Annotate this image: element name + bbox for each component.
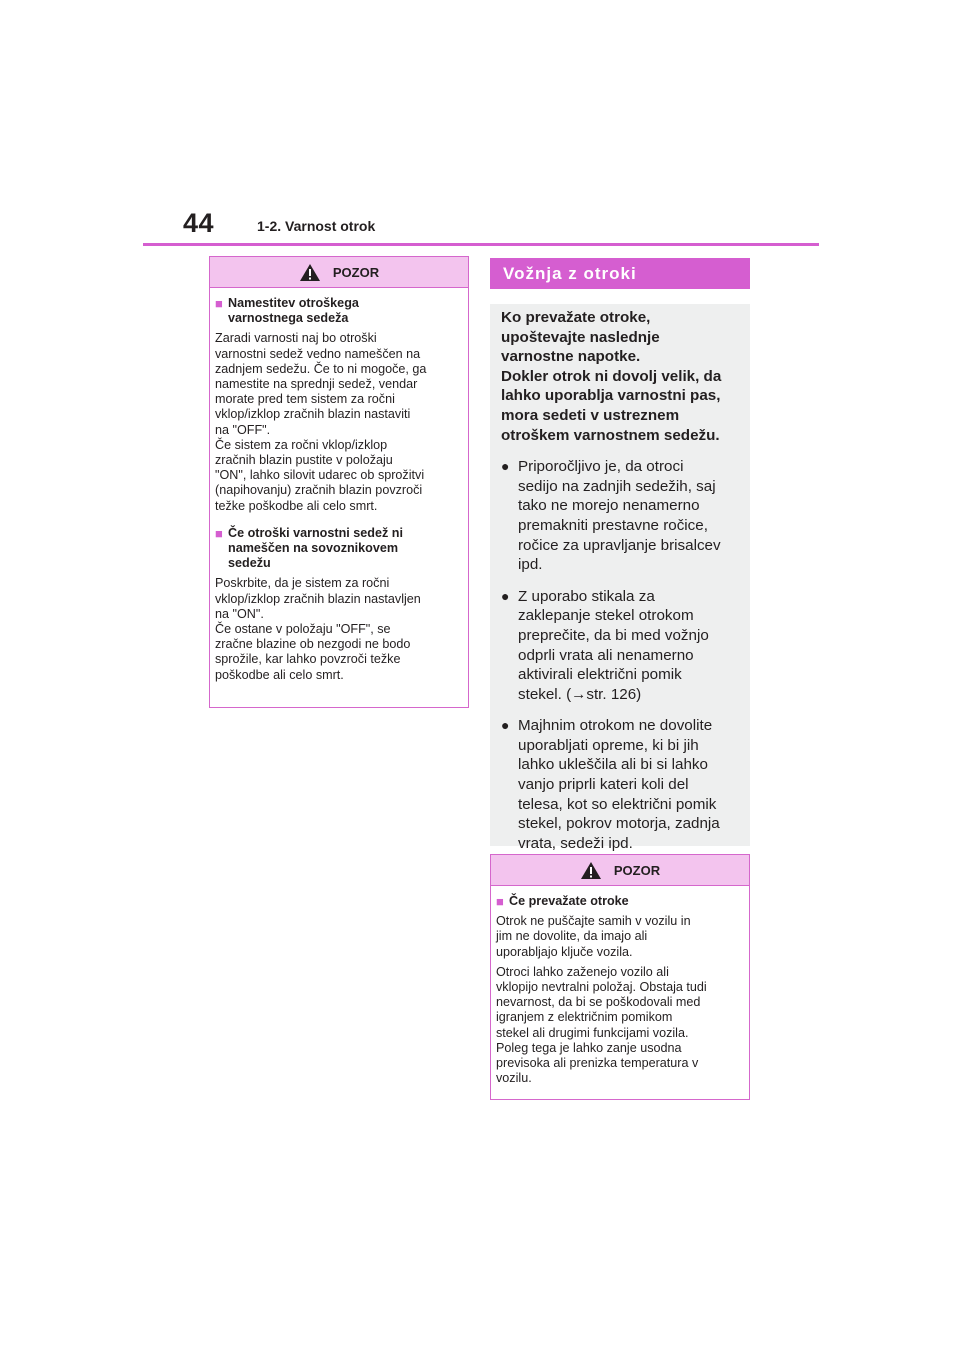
list-item: ● Z uporabo stikala za zaklepanje stekel otrokom preprečite, da bi med vožnjo odprli vrata ali nenamerno aktivirali električni pomik stekel. (→str. 126) bbox=[501, 587, 709, 703]
warning-subheading: ■ Namestitev otroškega varnostnega sedeža bbox=[215, 296, 359, 326]
square-bullet-icon: ■ bbox=[215, 296, 223, 311]
intro-text: Ko prevažate otroke, upoštevajte naslednje varnostne napotke. Dokler otrok ni dovolj velik, da lahko uporablja varnostni pas, mora sedeti v ustreznem otroškem varnostnem sedežu. bbox=[501, 309, 722, 444]
list-item: ● Majhnim otrokom ne dovolite uporabljati opreme, ki bi jih lahko ukleščila ali bi si lahko vanjo priprli kateri koli del telesa, kot so električni pomik stekel, pokrov motorja, zadnja vrata, sedeži ipd. bbox=[501, 717, 720, 852]
warning-text: Zaradi varnosti naj bo otroški varnostni sedež vedno nameščen na zadnjem sedežu. Če to ni mogoče, ga namestite na sprednji sedež, vendar morate pred tem sistem za ročni vklop/izklop zračnih blazin nastaviti na "OFF". Če sistem za ročni vklop/izklop zračnih blazin pustite v položaju "ON", lahko silovit udarec ob sprožitvi (napihovanju) zračnih blazin povzroči težke poškodbe ali celo smrt. bbox=[215, 331, 427, 513]
warning-subheading: ■ Če otroški varnostni sedež ni nameščen na sovoznikovem sedežu bbox=[215, 525, 403, 571]
warning-text: Otrok ne puščajte samih v vozilu in jim ne dovolite, da imajo ali uporabljajo ključe vozila. bbox=[496, 914, 691, 959]
bullet-dot-icon: ● bbox=[501, 458, 510, 475]
bullet-dot-icon: ● bbox=[501, 717, 510, 734]
warning-subheading: ■ Če prevažate otroke bbox=[496, 894, 629, 909]
warning-triangle-icon bbox=[299, 263, 321, 282]
warning-title: POZOR bbox=[332, 264, 380, 280]
list-item: ● Priporočljivo je, da otroci sedijo na zadnjih sedežih, saj tako ne morejo nenamerno premakniti prestavne ročice, ročice za upravljanje brisalcev ipd. bbox=[501, 458, 721, 574]
header-rule bbox=[143, 243, 819, 246]
warning-text: Poskrbite, da je sistem za ročni vklop/izklop zračnih blazin nastavljen na "ON". Če ostane v položaju "OFF", se zračne blazine ob nezgodi ne bodo sprožile, kar lahko povzroči težke poškodbe ali celo smrt. bbox=[215, 576, 421, 682]
section-banner: Vožnja z otroki bbox=[490, 258, 750, 289]
page-reference: str. 126) bbox=[586, 685, 642, 703]
square-bullet-icon: ■ bbox=[496, 894, 504, 909]
square-bullet-icon: ■ bbox=[215, 525, 223, 541]
warning-triangle-icon bbox=[580, 861, 602, 880]
warning-text: Otroci lahko zaženejo vozilo ali vklopijo nevtralni položaj. Obstaja tudi nevarnost, da bi se poškodovali med igranjem z električnim pomikom stekel ali drugimi funkcijami vozila. Poleg tega je lahko zanje usodna previsoka ali prenizka temperatura v vozilu. bbox=[496, 964, 707, 1086]
warning-header bbox=[491, 855, 749, 886]
warning-box-left bbox=[209, 256, 469, 708]
page-number: 44 bbox=[183, 208, 215, 238]
bullet-dot-icon: ● bbox=[501, 587, 510, 604]
section-title: 1-2. Varnost otrok bbox=[257, 218, 376, 234]
warning-title: POZOR bbox=[613, 862, 661, 878]
warning-box-right bbox=[490, 854, 750, 1100]
warning-header bbox=[210, 257, 468, 288]
info-panel bbox=[490, 304, 750, 852]
arrow-icon: → bbox=[571, 685, 587, 703]
